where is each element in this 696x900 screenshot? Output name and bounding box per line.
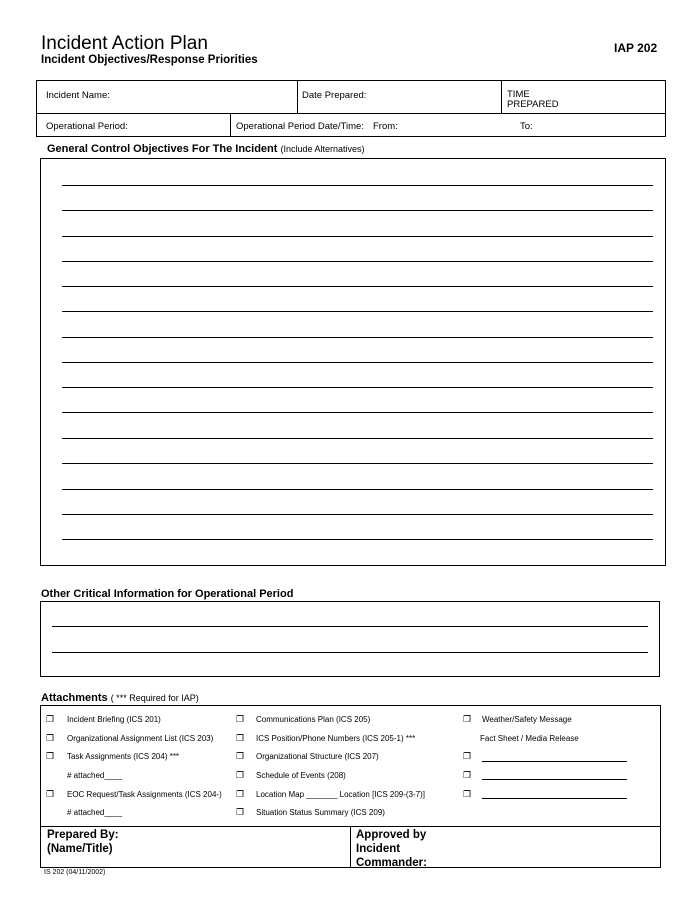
approved-by-label[interactable] bbox=[356, 828, 427, 870]
attachment-label: Organizational Assignment List (ICS 203) bbox=[67, 734, 214, 743]
attachment-label: Task Assignments (ICS 204) *** bbox=[67, 752, 180, 761]
attachment-label: Communications Plan (ICS 205) bbox=[256, 715, 371, 724]
objectives-heading bbox=[47, 143, 365, 155]
writing-line bbox=[52, 626, 648, 627]
attachments-heading-text: Attachments bbox=[41, 692, 108, 704]
attachment-label: Organizational Structure (ICS 207) bbox=[256, 752, 379, 761]
objectives-note: (Include Alternatives) bbox=[280, 144, 365, 154]
prepared-by-line: Prepared By: bbox=[47, 829, 119, 841]
writing-line bbox=[62, 236, 653, 237]
attachment-label: Weather/Safety Message bbox=[482, 715, 572, 724]
writing-line bbox=[62, 210, 653, 211]
writing-line bbox=[62, 539, 653, 540]
writing-line bbox=[62, 337, 653, 338]
info-table-divider bbox=[297, 80, 298, 113]
writing-line bbox=[62, 261, 653, 262]
operational-period-field[interactable]: Operational Period: bbox=[46, 121, 128, 132]
approved-by-line: Approved by bbox=[356, 829, 427, 841]
date-prepared-field[interactable]: Date Prepared: bbox=[302, 90, 367, 101]
writing-line bbox=[62, 311, 653, 312]
writing-line bbox=[62, 463, 653, 464]
blank-attachment-line[interactable] bbox=[482, 798, 627, 799]
writing-line bbox=[62, 412, 653, 413]
checkbox-icon[interactable]: ❐ bbox=[236, 770, 245, 780]
writing-line bbox=[62, 362, 653, 363]
time-prepared-label: TIME bbox=[507, 89, 530, 100]
form-code: IAP 202 bbox=[614, 41, 658, 55]
writing-line bbox=[62, 387, 653, 388]
attachments-note: ( *** Required for IAP) bbox=[110, 693, 199, 703]
approved-by-line: Incident bbox=[356, 843, 401, 855]
attachment-label: Situation Status Summary (ICS 209) bbox=[256, 808, 385, 817]
writing-line bbox=[52, 652, 648, 653]
attachment-label: # attached____ bbox=[67, 771, 123, 780]
attachment-label: EOC Request/Task Assignments (ICS 204-) bbox=[67, 790, 222, 799]
checkbox-icon[interactable]: ❐ bbox=[463, 714, 472, 724]
checkbox-icon[interactable]: ❐ bbox=[46, 733, 55, 743]
blank-attachment-line[interactable] bbox=[482, 761, 627, 762]
other-info-heading: Other Critical Information for Operational Period bbox=[41, 588, 294, 600]
blank-attachment-line[interactable] bbox=[482, 779, 627, 780]
writing-line bbox=[62, 185, 653, 186]
checkbox-icon[interactable]: ❐ bbox=[46, 751, 55, 761]
attachment-label: # attached____ bbox=[67, 808, 123, 817]
info-table-divider bbox=[230, 113, 231, 137]
signature-divider bbox=[350, 826, 351, 868]
checkbox-icon[interactable]: ❐ bbox=[46, 714, 55, 724]
objectives-box[interactable] bbox=[40, 158, 666, 566]
to-field[interactable]: To: bbox=[520, 121, 533, 132]
attachment-label: Incident Briefing (ICS 201) bbox=[67, 715, 161, 724]
checkbox-icon[interactable]: ❐ bbox=[236, 789, 245, 799]
checkbox-icon[interactable]: ❐ bbox=[236, 733, 245, 743]
attachment-label: Schedule of Events (208) bbox=[256, 771, 346, 780]
checkbox-icon[interactable]: ❐ bbox=[463, 789, 472, 799]
prepared-by-label[interactable] bbox=[47, 828, 119, 856]
other-info-box[interactable] bbox=[40, 601, 660, 677]
op-period-datetime-label: Operational Period Date/Time: bbox=[236, 121, 364, 132]
attachment-label: ICS Position/Phone Numbers (ICS 205-1) *** bbox=[256, 734, 416, 743]
from-field[interactable]: From: bbox=[373, 121, 398, 132]
checkbox-icon[interactable]: ❐ bbox=[463, 770, 472, 780]
writing-line bbox=[62, 514, 653, 515]
time-prepared-label: PREPARED bbox=[507, 99, 559, 110]
attachment-label: Fact Sheet / Media Release bbox=[480, 734, 579, 743]
objectives-heading-text: General Control Objectives For The Incident bbox=[47, 143, 278, 155]
form-footer: IS 202 (04/11/2002) bbox=[44, 869, 106, 876]
writing-line bbox=[62, 489, 653, 490]
attachment-label: Location Map _______ Location [ICS 209-(3-7)] bbox=[256, 790, 425, 799]
form-subtitle: Incident Objectives/Response Priorities bbox=[41, 54, 258, 66]
writing-line bbox=[62, 286, 653, 287]
prepared-by-line: (Name/Title) bbox=[47, 843, 113, 855]
attachments-heading bbox=[41, 692, 199, 704]
checkbox-icon[interactable]: ❐ bbox=[46, 789, 55, 799]
info-table-divider bbox=[501, 80, 502, 113]
info-table-divider bbox=[36, 113, 666, 114]
checkbox-icon[interactable]: ❐ bbox=[236, 751, 245, 761]
approved-by-line: Commander: bbox=[356, 857, 427, 869]
checkbox-icon[interactable]: ❐ bbox=[236, 807, 245, 817]
checkbox-icon[interactable]: ❐ bbox=[463, 751, 472, 761]
incident-name-field[interactable]: Incident Name: bbox=[46, 90, 110, 101]
writing-line bbox=[62, 438, 653, 439]
checkbox-icon[interactable]: ❐ bbox=[236, 714, 245, 724]
form-title: Incident Action Plan bbox=[41, 33, 208, 54]
